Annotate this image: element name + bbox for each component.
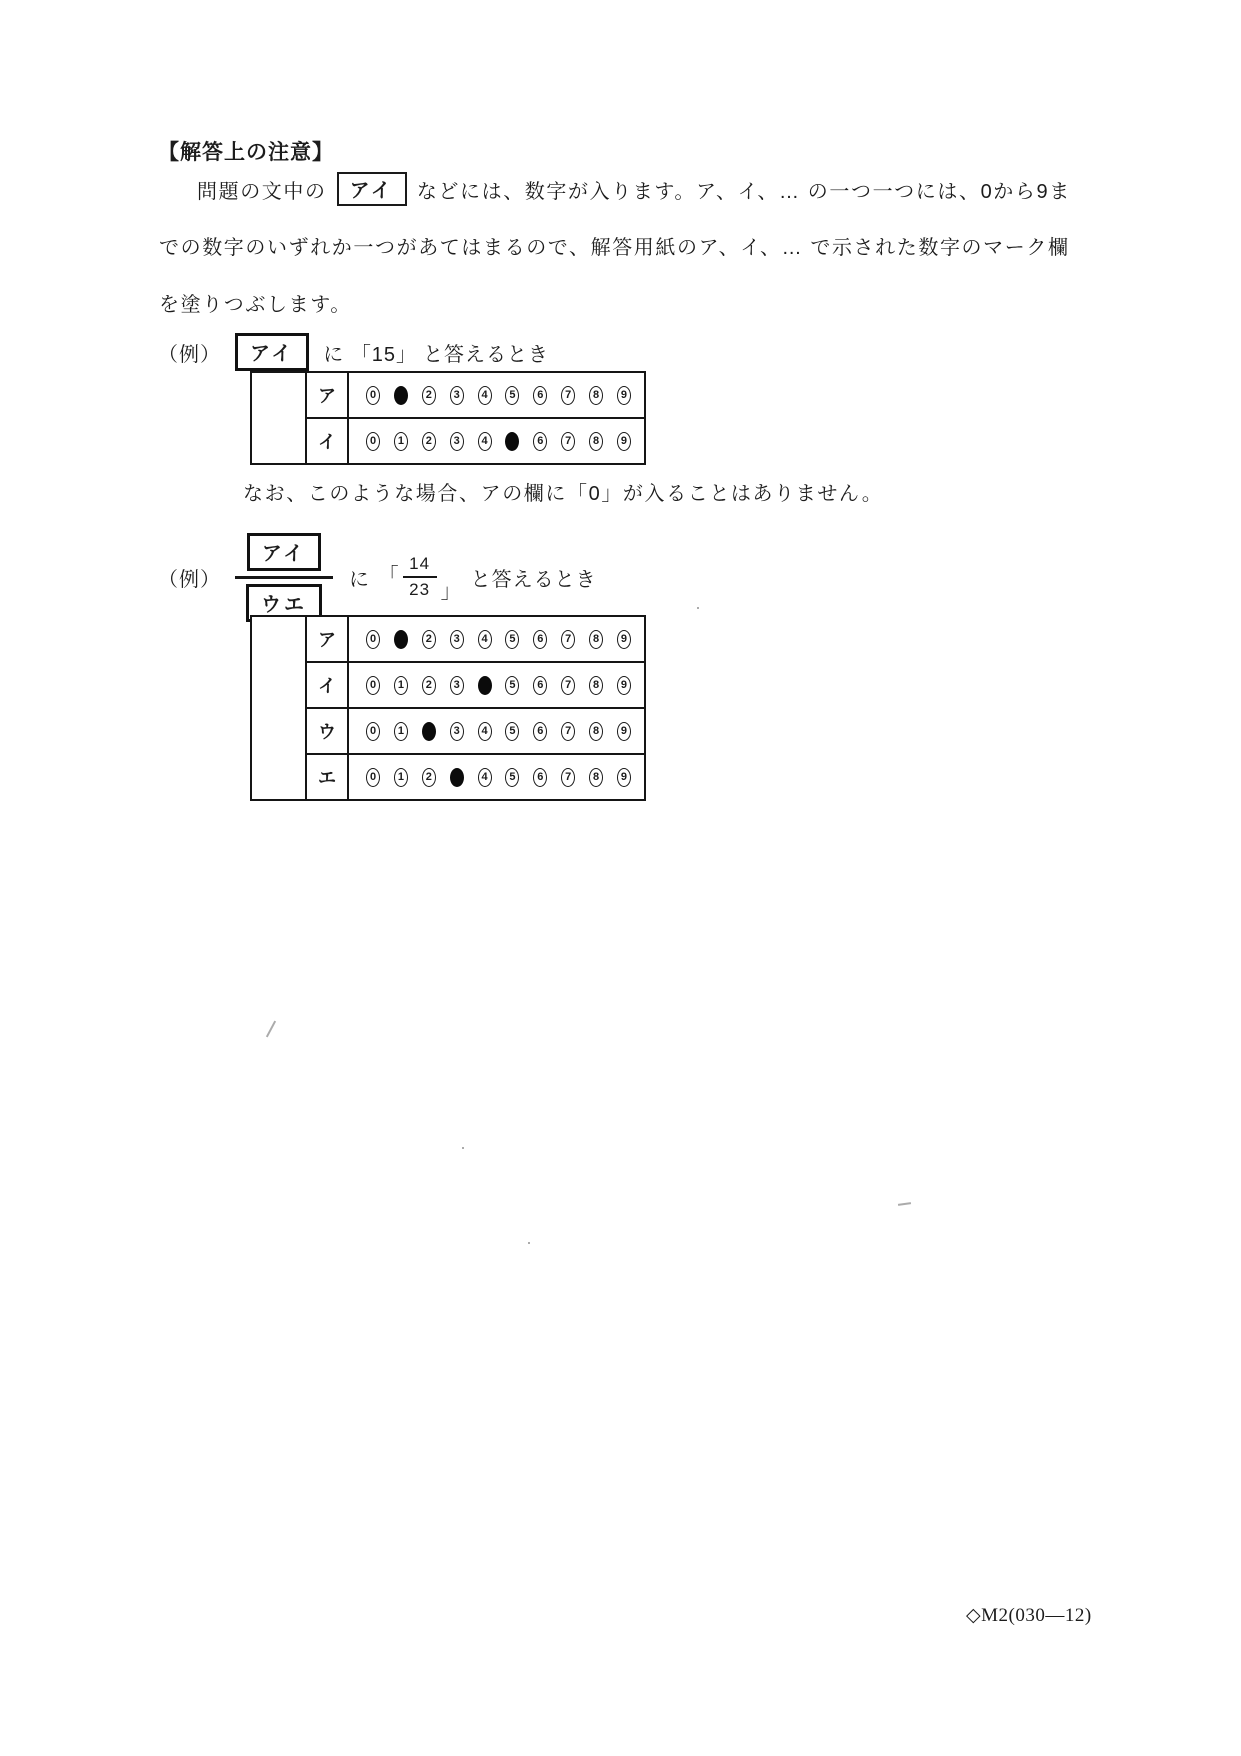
mark-bubble: 7 [561,722,575,741]
mark-bubble: 7 [561,768,575,787]
scan-artifact [528,1242,530,1244]
mark-row-label: ア [307,617,349,661]
mark-bubble: 8 [589,768,603,787]
mark-row [307,753,644,799]
mark-bubble: 6 [533,386,547,405]
mark-bubble: 1 [394,676,408,695]
example2-numerator-box: アイ [247,533,321,571]
example1-line [158,331,549,373]
mark-row [307,417,644,463]
mark-bubble: 5 [505,386,519,405]
mark-bubble: 4 [478,768,492,787]
mark-bubble: 1 [394,432,408,451]
mark-bubble: 7 [561,432,575,451]
mark-bubble: 6 [533,722,547,741]
example2-answer-fraction [403,554,437,599]
mark-bubble: 6 [533,432,547,451]
scan-artifact [266,1021,276,1038]
mark-digit-cells [349,373,644,417]
mark-row [307,617,644,661]
answer-numerator: 14 [409,554,431,574]
mark-bubble: 9 [617,722,631,741]
mark-bubble: 6 [533,676,547,695]
scan-artifact [898,1202,911,1206]
mark-bubble: 5 [505,722,519,741]
intro-line-3: を塗りつぶします。 [159,294,352,316]
example2-denominator-box: ウエ [246,584,322,622]
mark-bubble: 2 [422,768,436,787]
example1-text-tail: と答えるとき [423,343,550,366]
mark-bubble: 6 [533,768,547,787]
mark-bubble: 3 [450,432,464,451]
mark-table1-empty-cell [252,373,307,463]
page-heading: 【解答上の注意】 [158,141,334,164]
mark-bubble: 7 [561,676,575,695]
scan-artifact [697,607,699,609]
mark-bubble: 3 [450,676,464,695]
mark-table2-rows [307,617,644,799]
example2-line [158,534,597,620]
mark-bubble: 8 [589,676,603,695]
example1-label: （例） [158,343,221,366]
mark-row-label: ア [307,373,349,417]
page-code: ◇M2(030—12) [966,1605,1092,1626]
mark-bubble: 7 [561,386,575,405]
mark-bubble: 8 [589,386,603,405]
answer-fraction-bar [403,576,437,578]
fraction-bar [235,576,333,579]
answer-field-box: アイ [337,172,407,206]
mark-bubble: 2 [422,432,436,451]
mark-table1-rows [307,373,644,463]
mark-digit-cells [349,617,644,661]
mark-bubble: 9 [617,386,631,405]
mark-bubble: 5 [505,630,519,649]
example1-text-ni: に [323,343,345,366]
intro-line-1 [197,172,1071,206]
intro-line-2: での数字のいずれか一つがあてはまるので、解答用紙のア、イ、… で示された数字のマーク欄 [159,237,1070,259]
mark-bubble: 3 [450,630,464,649]
mark-bubble-filled [478,676,492,695]
mark-bubble: 2 [422,630,436,649]
mark-row [307,661,644,707]
mark-bubble: 0 [366,676,380,695]
example1-note: なお、このような場合、アの欄に「0」が入ることはありません。 [243,483,884,505]
mark-digit-cells [349,663,644,707]
mark-bubble-filled [394,386,408,405]
mark-bubble: 0 [366,768,380,787]
mark-bubble: 9 [617,676,631,695]
mark-bubble: 3 [450,386,464,405]
mark-row-label: イ [307,663,349,707]
mark-bubble: 7 [561,630,575,649]
example2-label: （例） [158,568,221,591]
mark-table2-empty-cell [252,617,307,799]
mark-bubble: 8 [589,722,603,741]
mark-row-label: ウ [307,709,349,753]
mark-bubble: 0 [366,630,380,649]
example2-text-tail: と答えるとき [470,568,597,591]
mark-bubble: 4 [478,432,492,451]
intro-line1-pre: 問題の文中の [197,180,327,203]
mark-bubble: 2 [422,676,436,695]
mark-row [307,707,644,753]
mark-row [307,373,644,417]
mark-bubble-filled [394,630,408,649]
mark-bubble: 1 [394,768,408,787]
mark-row-label: エ [307,755,349,799]
mark-bubble-filled [505,432,519,451]
mark-bubble: 9 [617,768,631,787]
mark-digit-cells [349,709,644,753]
mark-bubble: 0 [366,432,380,451]
mark-row-label: イ [307,419,349,463]
close-quote: 」 [440,580,461,603]
mark-bubble: 5 [505,676,519,695]
mark-bubble-filled [422,722,436,741]
mark-bubble: 4 [478,722,492,741]
mark-bubble: 0 [366,722,380,741]
mark-bubble: 9 [617,432,631,451]
example2-fraction-boxes [235,533,333,622]
answer-denominator: 23 [409,580,431,599]
mark-bubble: 2 [422,386,436,405]
example1-answer: 「15」 [350,343,418,366]
mark-bubble: 8 [589,432,603,451]
mark-bubble: 8 [589,630,603,649]
mark-bubble: 4 [478,386,492,405]
mark-digit-cells [349,755,644,799]
mark-table-example1 [250,371,646,465]
mark-digit-cells [349,419,644,463]
mark-bubble: 5 [505,768,519,787]
mark-bubble: 0 [366,386,380,405]
mark-bubble: 6 [533,630,547,649]
intro-line1-post: などには、数字が入ります。ア、イ、… の一つ一つには、0から9ま [416,180,1071,203]
mark-bubble: 9 [617,630,631,649]
mark-bubble-filled [450,768,464,787]
mark-bubble: 4 [478,630,492,649]
mark-bubble: 1 [394,722,408,741]
example2-text-ni: に [349,568,371,591]
example1-field-box: アイ [235,333,309,371]
open-quote: 「 [378,564,399,587]
mark-bubble: 3 [450,722,464,741]
scan-artifact [462,1147,464,1149]
mark-table-example2 [250,615,646,801]
